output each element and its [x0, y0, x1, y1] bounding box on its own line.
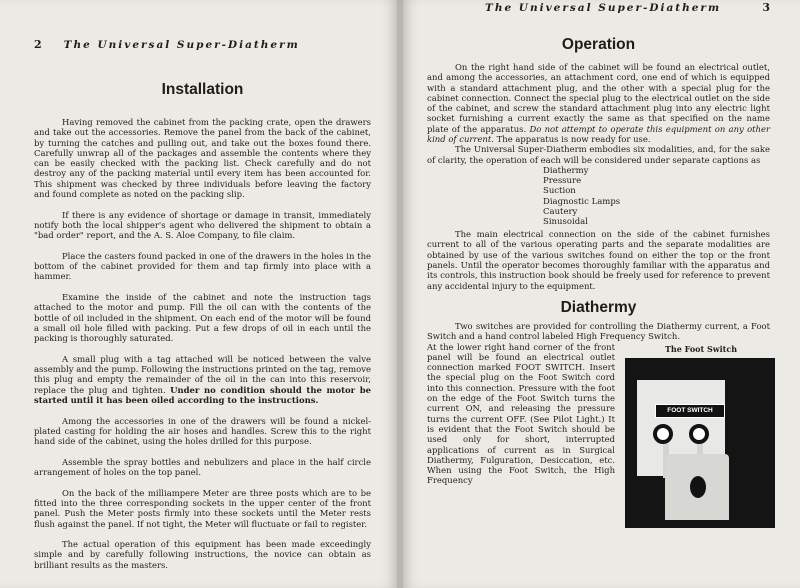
- modality-item: Diagnostic Lamps: [543, 196, 621, 207]
- op-ready: The apparatus is now ready for use.: [496, 134, 651, 145]
- pump-text: A small plug with a tag attached will be noticed between the valve assembly and the pump. Following the instructions printed on the tag, remove this plug and empty the remainder of the oil in the can into this reservoir, replace the plug and tighten.: [34, 353, 371, 395]
- page-number: 3: [762, 1, 770, 14]
- paragraph: The actual operation of this equipment has been made exceedingly simple and by carefully following instructions, the novice can obtain as brilliant results as the masters.: [34, 539, 371, 570]
- paragraph-pump: [34, 354, 371, 405]
- paragraph: The main electrical connection on the side of the cabinet furnishes current to all of the various operating parts and the separate modalities are obtained by use of the various switches found on either the top or the front panels. Until the operator becomes thoroughly familiar with the apparatus and its controls, this instruction book should be freely used for reference to prevent any accidental injury to the equipment.: [427, 229, 770, 291]
- left-page: [0, 0, 397, 588]
- right-page: [403, 0, 800, 588]
- paragraph: Two switches are provided for controlling the Diathermy current, a Foot Switch and a hand control labeled High Frequency Switch.: [427, 320, 770, 342]
- socket-icon: [653, 424, 673, 444]
- pump-warning: Under no condition should the motor be started until it has been oiled according to the instructions.: [34, 384, 371, 406]
- knob-icon: [690, 476, 706, 498]
- foot-switch-figure: [617, 344, 785, 528]
- running-head-title: The Universal Super-Diatherm: [63, 38, 300, 51]
- diathermy-section: [427, 321, 770, 486]
- modality-item: Suction: [543, 186, 576, 197]
- op-text: On the right hand side of the cabinet will be found an electrical outlet, and among the accessories, an attachment cord, one end of which is equipped with a standard attachment plug, and the other with a special plug for the cabinet connection. Connect the special plug to the electrical outlet on the side of the cabinet, and screw the standard attachment plug into any electric light socket furnishing a current exactly the same as that specified on the name plate of the apparatus.: [427, 62, 770, 134]
- paragraph: Assemble the spray bottles and nebulizers and place in the half circle arrangement of holes on the top panel.: [34, 456, 371, 478]
- paragraph: Having removed the cabinet from the packing crate, open the drawers and take out the accessories. Remove the panel from the back of the cabinet, by turning the catches and pulling out, and take out the boxes found there. Carefully unwrap all of the packages and assemble the contents where they can be easily checked with the packing list. Check carefully and do not destroy any of the packing material until every item has been accounted for. This shipment was checked by three individuals before leaving the factory and found complete as noted on the packing slip.: [34, 117, 371, 200]
- paragraph: If there is any evidence of shortage or damage in transit, immediately notify both the local shipper's agent who delivered the shipment to obtain a "bad order" report, and the A. S. Aloe Company, to file claim.: [34, 209, 371, 241]
- foot-switch-icon: [665, 454, 729, 520]
- foot-switch-photo: [625, 358, 775, 528]
- op-warning: Do not attempt to operate this equipment on any other kind of current.: [427, 123, 771, 145]
- socket-icon: [689, 424, 709, 444]
- paragraph: The Universal Super-Diatherm embodies six modalities, and, for the sake of clarity, the operation of each will be considered under separate captions as: [427, 144, 770, 165]
- modality-item: Sinusoidal: [543, 216, 588, 227]
- modalities-list: [543, 166, 770, 227]
- paragraph: Place the casters found packed in one of the drawers in the holes in the bottom of the cabinet provided for them and tap firmly into place with a hammer.: [34, 250, 371, 282]
- paragraph: Examine the inside of the cabinet and note the instruction tags attached to the motor and pump. Fill the oil can with the contents of the bottle of oil included in the shipment. On each end of the motor will be found a small oil hole filled with packing. Put a few drops of oil in each until the packing is thoroughly saturated.: [34, 292, 371, 344]
- section-title-diathermy: Diathermy: [560, 298, 637, 316]
- paragraph: [427, 62, 770, 144]
- page-number: 2: [34, 38, 42, 51]
- figure-caption: The Foot Switch: [664, 343, 738, 354]
- paragraph: On the back of the milliampere Meter are three posts which are to be fitted into the three corresponding sockets in the upper center of the front panel. Push the Meter posts firmly into these sockets until the Meter rests flush against the panel. If not tight, the Meter will fluctuate or fail to register.: [34, 487, 371, 529]
- paragraph: Among the accessories in one of the drawers will be found a nickel-plated casting for holding the air hoses and handles. Screw this to the right hand side of the cabinet, using the holes drilled for this purpose.: [34, 415, 371, 447]
- modality-item: Diathermy: [543, 165, 589, 176]
- diathermy-text-column: [427, 342, 615, 486]
- modality-item: Pressure: [543, 176, 582, 187]
- foot-switch-label: FOOT SWITCH: [655, 404, 725, 418]
- running-head-title: The Universal Super-Diatherm: [485, 1, 722, 14]
- running-head: [34, 38, 371, 51]
- section-title-installation: Installation: [161, 81, 244, 98]
- running-head: [427, 1, 770, 14]
- section-title-operation: Operation: [561, 36, 636, 53]
- paragraph: At the lower right hand corner of the front panel will be found an electrical outlet connection marked FOOT SWITCH. Insert the special plug on the Foot Switch cord into this connection. Pressure with the foot on the edge of the Foot Switch turns the current ON, and releasing the pressure turns the current OFF. (See Pilot Light.) It is evident that the Foot Switch should be used only for short, interrupted applications of current as in Surgical Diathermy, Fulguration, Desiccation, etc. When using the Foot Switch, the High Frequency: [427, 341, 615, 486]
- modality-item: Cautery: [543, 206, 578, 217]
